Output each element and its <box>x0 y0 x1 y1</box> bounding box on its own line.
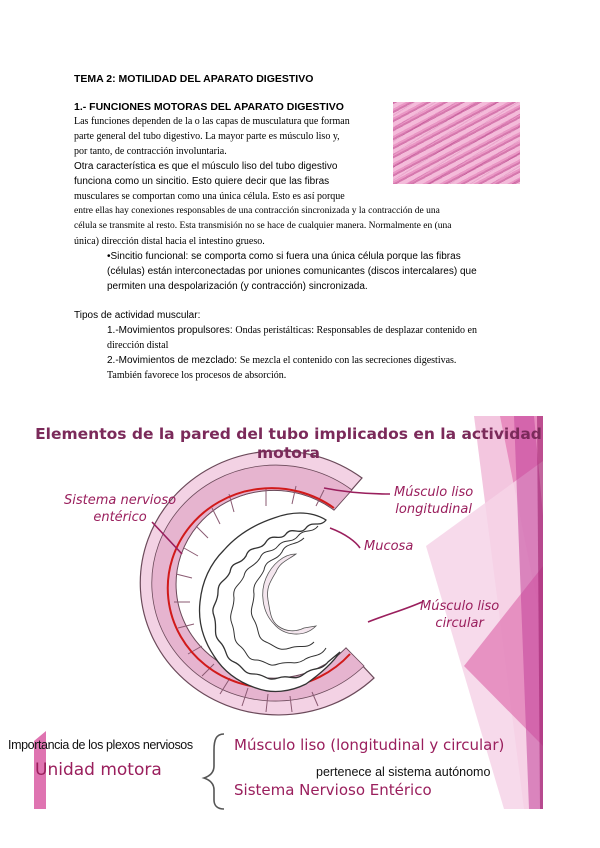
label-circ-line2: circular <box>435 616 484 631</box>
sincitio-line: (células) están interconectadas por uniones comunicantes (discos intercalares) que <box>107 266 477 277</box>
plexos-text: Importancia de los plexos nerviosos <box>8 738 193 752</box>
label-circ-line1: Músculo liso <box>420 599 500 614</box>
label-long-line2: longitudinal <box>395 502 472 517</box>
label-musculo-circular <box>420 598 499 632</box>
para-line: musculares se comportan como una única célula. Esto es así porque <box>74 191 345 202</box>
unidad-motora-text: Unidad motora <box>35 760 162 780</box>
tipo-1-text: Ondas peristálticas: Responsables de desplazar contenido en <box>235 325 477 336</box>
para-line: célula se transmite al resto. Esta transmisión no se hace de cualquier manera. Normalmente en (una <box>74 221 452 231</box>
slide-title-line2: motora <box>257 444 320 462</box>
label-sistema-nervioso-enterico <box>64 492 176 526</box>
tipo-1-cont: dirección distal <box>107 340 169 351</box>
tipos-heading: Tipos de actividad muscular: <box>74 310 201 321</box>
para-line: funciona como un sincitio. Esto quiere decir que las fibras <box>74 176 330 187</box>
tipo-2-text: Se mezcla el contenido con las secreciones digestivas. <box>239 355 457 366</box>
sincitio-line: •Sincitio funcional: se comporta como si fuera una única célula porque las fibras <box>107 251 461 262</box>
para-line: única) dirección distal hacia el intestino grueso. <box>74 236 265 247</box>
slide-title-line1: Elementos de la pared del tubo implicados en la actividad <box>35 425 542 443</box>
label-sne-line1: Sistema nervioso <box>64 493 177 508</box>
para-line: entre ellas hay conexiones responsables de una contracción sincronizada y la contracción de una <box>74 206 440 216</box>
muscle-histology-image <box>393 102 520 184</box>
pertenece-text: pertenece al sistema autónomo <box>316 765 491 779</box>
para-line: parte general del tubo digestivo. La mayor parte es músculo liso y, <box>74 131 340 142</box>
slide-image <box>8 416 543 809</box>
label-long-line1: Músculo liso <box>394 485 474 500</box>
label-sne-line2: entérico <box>93 510 147 525</box>
tipo-2-label: 2.-Movimientos de mezclado: <box>107 355 238 366</box>
label-mucosa: Mucosa <box>364 539 414 554</box>
tipo-1 <box>107 323 477 338</box>
slide-title <box>34 425 543 463</box>
musculo-liso-text: Músculo liso (longitudinal y circular) <box>234 736 505 754</box>
label-musculo-longitudinal <box>394 484 473 518</box>
para-line: Las funciones dependen de la o las capas de musculatura que forman <box>74 116 350 127</box>
section-heading: 1.- FUNCIONES MOTORAS DEL APARATO DIGESTIVO <box>74 101 344 113</box>
sistema-nervioso-enterico-text: Sistema Nervioso Entérico <box>234 781 432 799</box>
sincitio-line: permiten una despolarización (y contracción) sincronizada. <box>107 281 368 292</box>
tipo-2-cont: También favorece los procesos de absorción. <box>107 370 287 381</box>
tipo-1-label: 1.-Movimientos propulsores: <box>107 325 233 336</box>
para-line: Otra característica es que el músculo liso del tubo digestivo <box>74 161 338 172</box>
para-line: por tanto, de contracción involuntaria. <box>74 146 227 157</box>
tipo-2 <box>107 353 456 368</box>
doc-title: TEMA 2: MOTILIDAD DEL APARATO DIGESTIVO <box>74 73 314 85</box>
